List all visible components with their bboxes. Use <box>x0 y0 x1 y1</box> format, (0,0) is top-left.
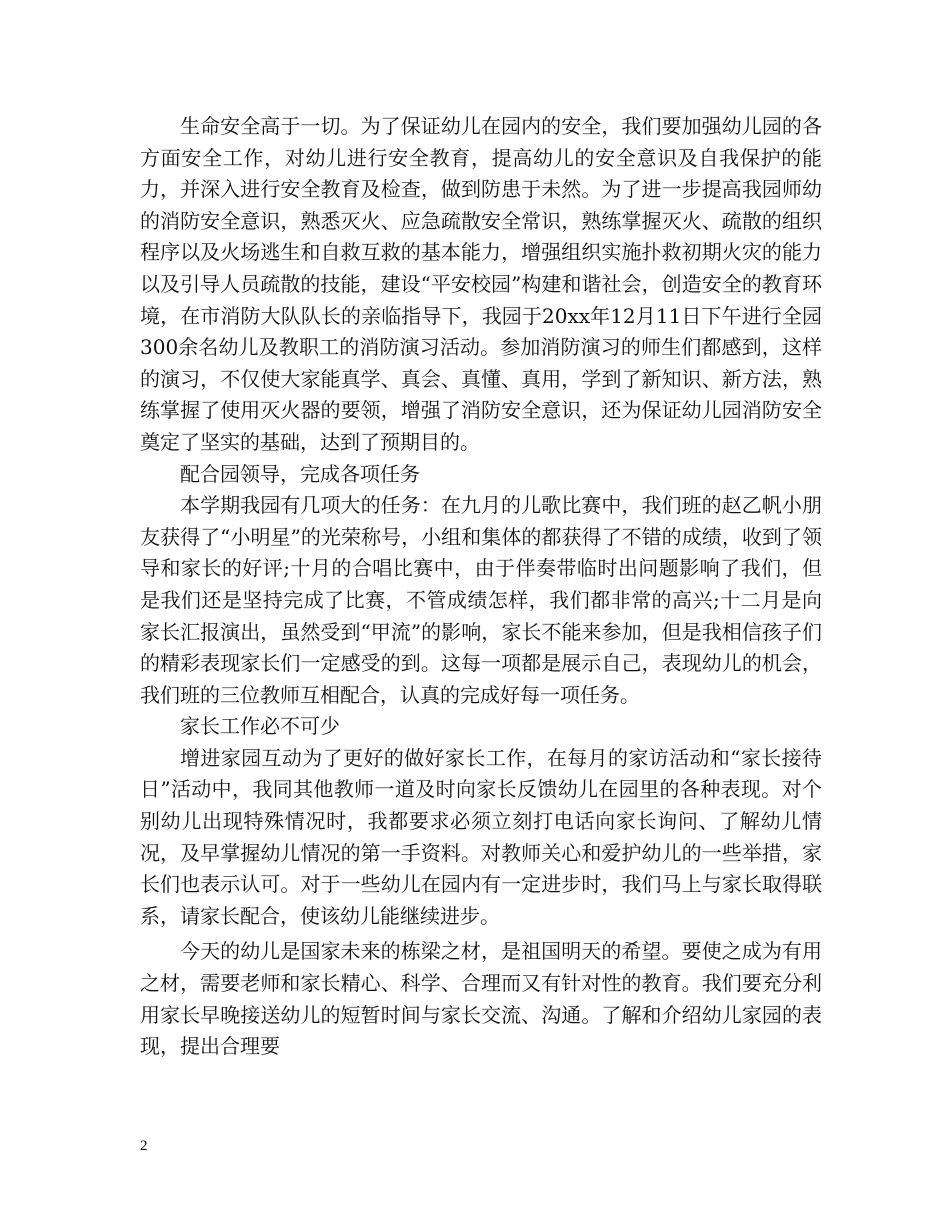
section-heading-cooperation: 配合园领导，完成各项任务 <box>180 461 420 486</box>
paragraph-home-school-interaction: 增进家园互动为了更好的做好家长工作，在每月的家访活动和“家长接待日”活动中，我同其他教师一道及时向家长反馈幼儿在园里的各种表现。对个别幼儿出现特殊情况时，我都要求必须立刻打电话向家长询问、了解幼儿情况，及早掌握幼儿情况的第一手资料。对教师关心和爱护幼儿的一些举措，家长们也表示认可。对于一些幼儿在园内有一定进步时，我们马上与家长取得联系，请家长配合，使该幼儿能继续进步。 <box>140 745 822 928</box>
section-heading-parent-work: 家长工作必不可少 <box>180 714 340 739</box>
paragraph-tasks: 本学期我园有几项大的任务：在九月的儿歌比赛中，我们班的赵乙帆小朋友获得了“小明星”的光荣称号，小组和集体的都获得了不错的成绩，收到了领导和家长的好评;十月的合唱比赛中，由于伴奏带临时出问题影响了我们，但是我们还是坚持完成了比赛，不管成绩怎样，我们都非常的高兴;十二月是向家长汇报演出，虽然受到“甲流”的影响，家长不能来参加，但是我相信孩子们的精彩表现家长们一定感受的到。这每一项都是展示自己，表现幼儿的机会，我们班的三位教师互相配合，认真的完成好每一项任务。 <box>140 493 822 707</box>
page-number: 2 <box>140 1138 148 1154</box>
paragraph-fire-safety: 生命安全高于一切。为了保证幼儿在园内的安全，我们要加强幼儿园的各方面安全工作，对幼儿进行安全教育，提高幼儿的安全意识及自我保护的能力，并深入进行安全教育及检查，做到防患于未然。为了进一步提高我园师幼的消防安全意识，熟悉灭火、应急疏散安全常识，熟练掌握灭火、疏散的组织程序以及火场逃生和自救互救的基本能力，增强组织实施扑救初期火灾的能力以及引导人员疏散的技能，建设“平安校园”构建和谐社会，创造安全的教育环境，在市消防大队队长的亲临指导下，我园于20xx年12月11日下午进行全园300余名幼儿及教职工的消防演习活动。参加消防演习的师生们都感到，这样的演习，不仅使大家能真学、真会、真懂、真用，学到了新知识、新方法，熟练掌握了使用灭火器的要领，增强了消防安全意识，还为保证幼儿园消防安全奠定了坚实的基础，达到了预期目的。 <box>140 114 822 454</box>
paragraph-future-talents: 今天的幼儿是国家未来的栋梁之材，是祖国明天的希望。要使之成为有用之材，需要老师和家长精心、科学、合理而又有针对性的教育。我们要充分利用家长早晚接送幼儿的短暂时间与家长交流、沟通。了解和介绍幼儿家园的表现，提出合理要 <box>140 939 822 1059</box>
document-body <box>140 111 822 1063</box>
